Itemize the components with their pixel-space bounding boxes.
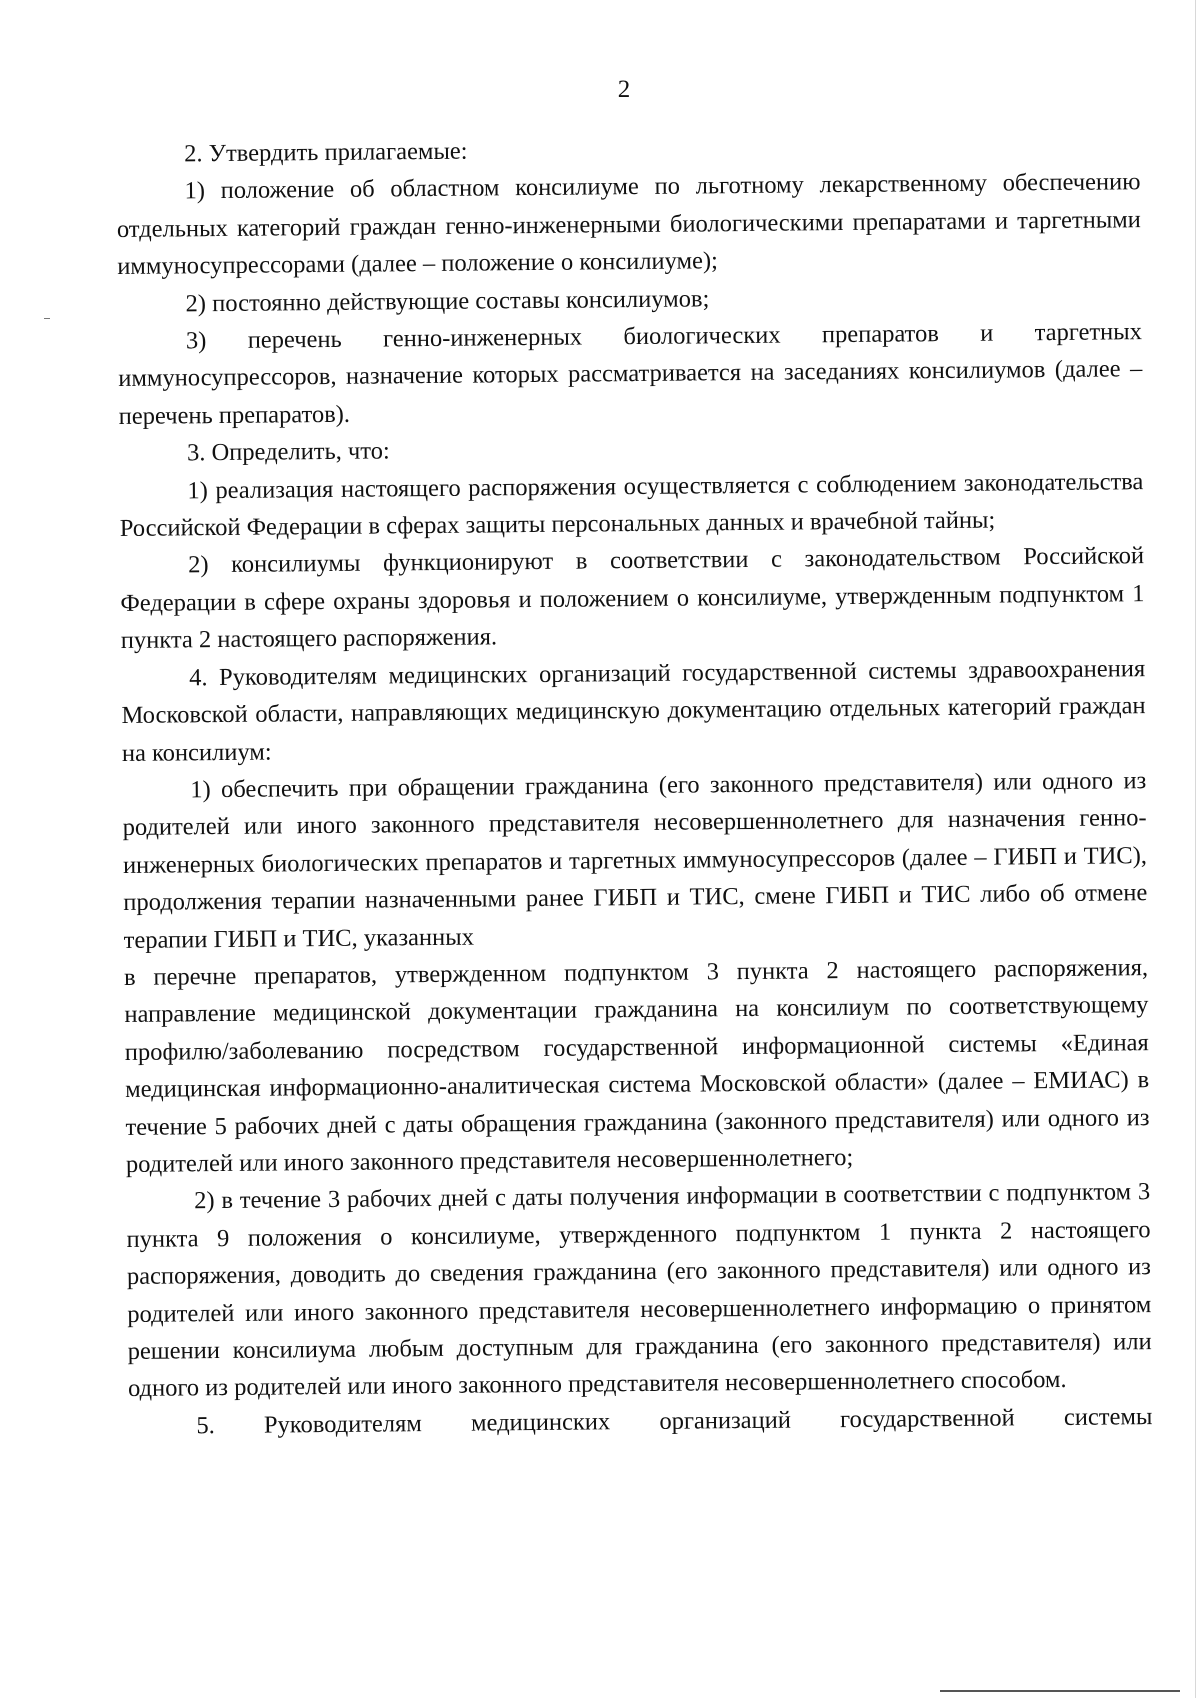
paragraph: 2) в течение 3 рабочих дней с даты получения информации в соответствии с подпунктом 3 пункта 9 положения о консилиуме, утвержденного подпунктом 1 пункта 2 настоящего распоряжения, доводить до сведения гражданина (его законного представителя) или одного из родителей или иного законного представителя несовершеннолетнего информацию о принятом решении консилиума любым доступным для гражданина (его законного представителя) или одного из родителей или иного законного представителя несовершеннолетнего способом. (126, 1178, 1152, 1403)
document-body (116, 126, 1153, 1445)
paragraph: в перечне препаратов, утвержденном подпунктом 3 пункта 2 настоящего распоряжения, направление медицинской документации гражданина на консилиум по соответствующему профилю/заболеванию посредством государственной информационной системы «Единая медицинская информационно-аналитическая система Московской области» (далее – ЕМИАС) в течение 5 рабочих дней с даты обращения гражданина (законного представителя) или одного из родителей или иного законного представителя несовершеннолетнего; (123, 954, 1150, 1178)
scan-edge (1195, 0, 1196, 1698)
paragraph: 3. Определить, что: (186, 437, 390, 467)
paragraph: 5. Руководителям медицинских организаций государственной системы (196, 1402, 1153, 1440)
paragraph: 2. Утвердить прилагаемые: (184, 137, 468, 168)
paragraph: 3) перечень генно-инженерных биологических препаратов и таргетных иммуносупрессоров, назначение которых рассматривается на заседаниях консилиумов (далее – перечень препаратов). (118, 318, 1143, 430)
paragraph: 2) постоянно действующие составы консилиумов; (185, 284, 710, 317)
paragraph: 1) обеспечить при обращении гражданина (его законного представителя) или одного из родителей или иного законного представителя несовершеннолетнего для назначения генно-инженерных биологических препаратов и таргетных иммуносупрессоров (далее – ГИБП и ТИС), продолжения терапии назначенными ранее ГИБП и ТИС, смене ГИБП и ТИС либо об отмене терапии ГИБП и ТИС, указанных (122, 767, 1148, 954)
scan-mark (44, 318, 50, 319)
paragraph: 2) консилиумы функционируют в соответствии с законодательством Российской Федерации в сфере охраны здоровья и положением о консилиуме, утвержденным подпунктом 1 пункта 2 настоящего распоряжения. (120, 542, 1145, 655)
page-number: 2 (617, 76, 631, 103)
paragraph: 1) положение об областном консилиуме по льготному лекарственному обеспечению отдельных категорий граждан генно-инженерными биологическими препаратами и таргетными иммуносупрессорами (далее – положение о консилиуме); (116, 168, 1141, 281)
scan-mark (940, 1690, 1180, 1692)
paragraph: 1) реализация настоящего распоряжения осуществляется с соблюдением законодательства Российской Федерации в сферах защиты персональных данных и врачебной тайны; (119, 467, 1144, 543)
paragraph: 4. Руководителям медицинских организаций государственной системы здравоохранения Московской области, направляющих медицинскую документацию отдельных категорий граждан на консилиум: (121, 654, 1146, 767)
